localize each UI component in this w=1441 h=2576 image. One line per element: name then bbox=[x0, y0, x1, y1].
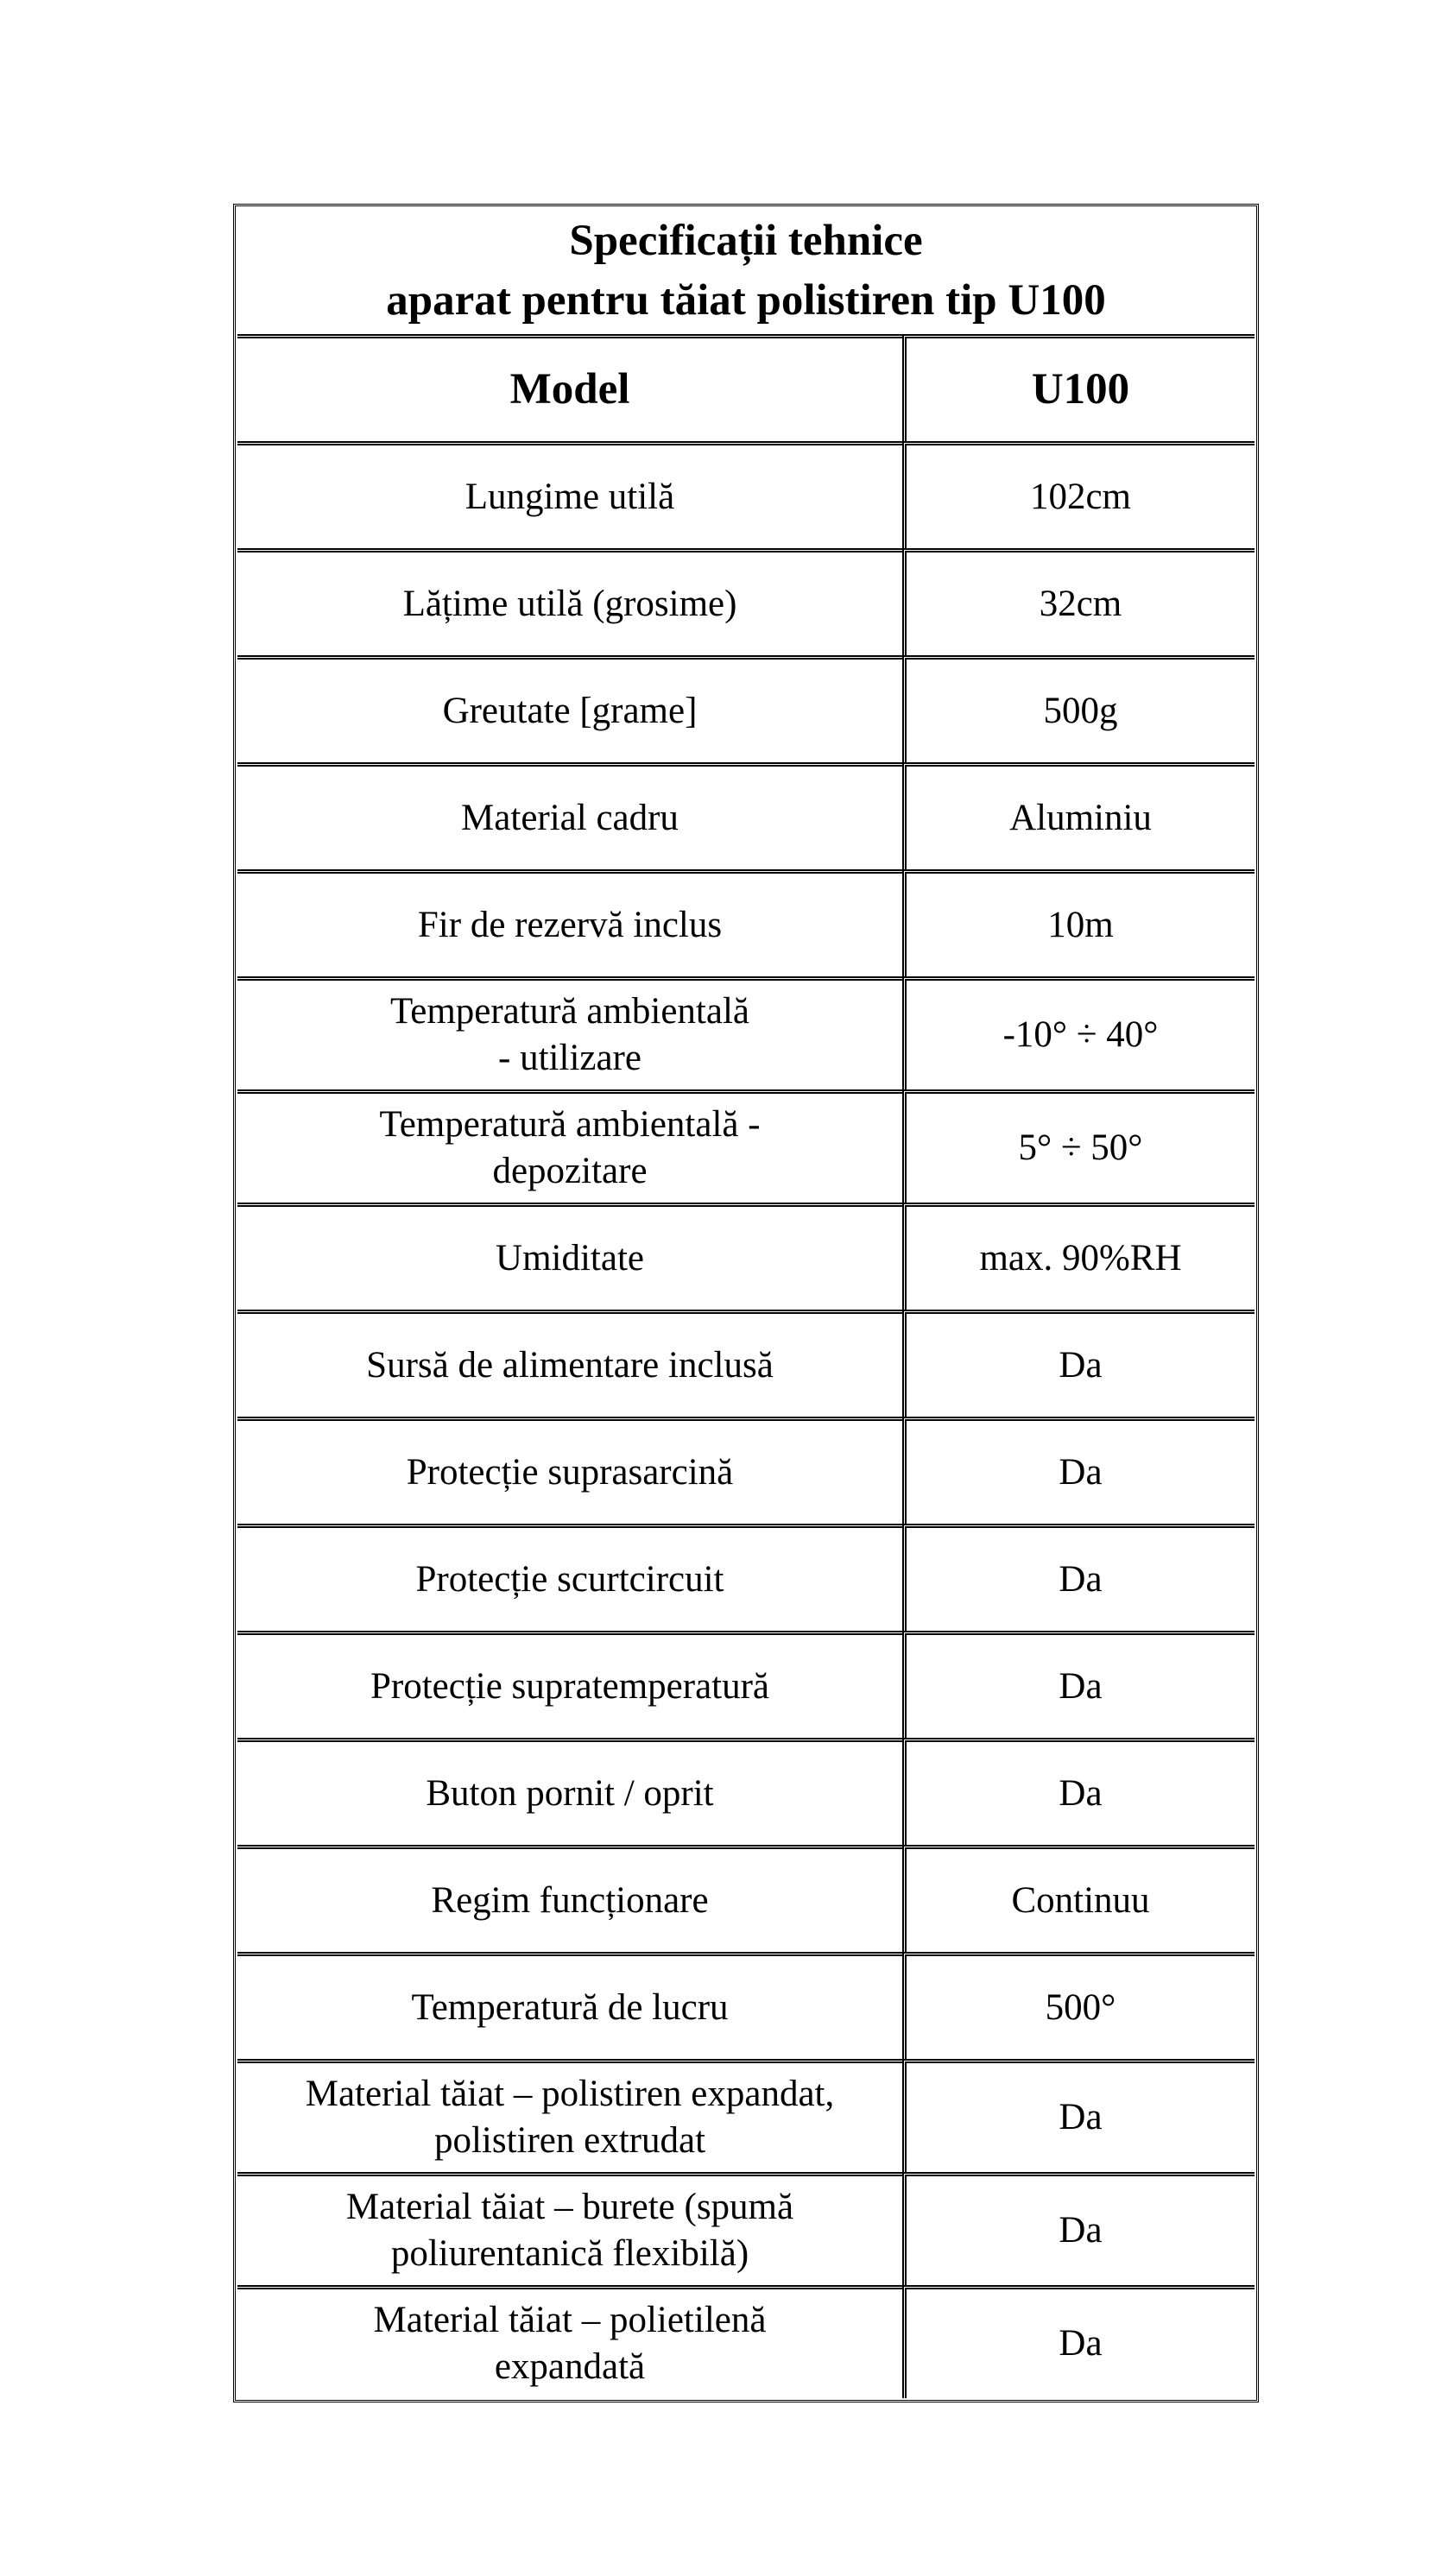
spec-value: Da bbox=[902, 1738, 1255, 1845]
spec-label bbox=[237, 1631, 902, 1738]
table-row bbox=[237, 762, 1255, 869]
spec-label-line: polistiren extrudat bbox=[433, 2120, 706, 2161]
spec-label-line: Protecție scurtcircuit bbox=[415, 1558, 724, 1600]
table-row bbox=[237, 1417, 1255, 1524]
spec-label bbox=[237, 655, 902, 762]
table-row bbox=[237, 1203, 1255, 1310]
header-row bbox=[237, 334, 1255, 441]
table-title bbox=[237, 208, 1255, 334]
spec-label bbox=[237, 2285, 902, 2398]
spec-value: Da bbox=[902, 2285, 1255, 2398]
spec-table bbox=[237, 208, 1255, 2398]
spec-label bbox=[237, 441, 902, 548]
spec-label bbox=[237, 1952, 902, 2059]
spec-label bbox=[237, 1417, 902, 1524]
spec-label bbox=[237, 976, 902, 1089]
spec-label-line: Fir de rezervă inclus bbox=[417, 904, 723, 945]
spec-label bbox=[237, 2059, 902, 2172]
spec-value: Da bbox=[902, 1310, 1255, 1417]
spec-label bbox=[237, 762, 902, 869]
table-row bbox=[237, 976, 1255, 1089]
table-row bbox=[237, 655, 1255, 762]
spec-label bbox=[237, 1310, 902, 1417]
spec-label-line: - utilizare bbox=[498, 1038, 641, 1078]
spec-label-line: Material cadru bbox=[461, 797, 679, 838]
table-row bbox=[237, 548, 1255, 655]
table-row bbox=[237, 1089, 1255, 1203]
spec-label-line: Temperatură de lucru bbox=[411, 1986, 729, 2028]
table-row bbox=[237, 1524, 1255, 1631]
spec-label-line: Material tăiat – burete (spumă bbox=[345, 2187, 794, 2228]
spec-label-line: Buton pornit / oprit bbox=[426, 1772, 714, 1814]
spec-value: Da bbox=[902, 1524, 1255, 1631]
spec-label bbox=[237, 2172, 902, 2285]
table-row bbox=[237, 1631, 1255, 1738]
table-row bbox=[237, 2059, 1255, 2172]
spec-value: max. 90%RH bbox=[902, 1203, 1255, 1310]
spec-label bbox=[237, 548, 902, 655]
spec-value: 5° ÷ 50° bbox=[902, 1089, 1255, 1203]
spec-label-line: Lungime utilă bbox=[465, 476, 675, 517]
spec-label-line: Regim funcționare bbox=[431, 1879, 709, 1921]
spec-value: 500g bbox=[902, 655, 1255, 762]
table-row bbox=[237, 869, 1255, 976]
table-row bbox=[237, 2172, 1255, 2285]
spec-value: 32cm bbox=[902, 548, 1255, 655]
spec-value: Aluminiu bbox=[902, 762, 1255, 869]
spec-label-line: Material tăiat – polietilenă bbox=[373, 2300, 767, 2341]
spec-label-line: depozitare bbox=[492, 1151, 648, 1191]
spec-label-line: Protecție suprasarcină bbox=[406, 1451, 734, 1493]
spec-label-line: Protecție supratemperatură bbox=[370, 1665, 770, 1707]
table-row bbox=[237, 1952, 1255, 2059]
spec-value: 500° bbox=[902, 1952, 1255, 2059]
spec-label bbox=[237, 1738, 902, 1845]
spec-label-line: expandată bbox=[494, 2346, 646, 2387]
spec-label-line: Umiditate bbox=[496, 1237, 644, 1279]
spec-label-line: poliurentanică flexibilă) bbox=[390, 2233, 749, 2274]
spec-value: 10m bbox=[902, 869, 1255, 976]
spec-label bbox=[237, 1524, 902, 1631]
table-row bbox=[237, 2285, 1255, 2398]
spec-label-line: Sursă de alimentare inclusă bbox=[366, 1344, 774, 1386]
table-title-line-2: aparat pentru tăiat polistiren tip U100 bbox=[386, 276, 1106, 325]
table-row bbox=[237, 1310, 1255, 1417]
header-label: Model bbox=[237, 334, 902, 441]
spec-value: Da bbox=[902, 2059, 1255, 2172]
spec-label bbox=[237, 1203, 902, 1310]
table-row bbox=[237, 441, 1255, 548]
spec-value: Continuu bbox=[902, 1845, 1255, 1952]
spec-label bbox=[237, 869, 902, 976]
spec-table-frame bbox=[233, 204, 1259, 2402]
table-row bbox=[237, 1845, 1255, 1952]
spec-value: Da bbox=[902, 1631, 1255, 1738]
spec-label-line: Temperatură ambientală - bbox=[379, 1104, 761, 1146]
header-value: U100 bbox=[902, 334, 1255, 441]
spec-label-line: Temperatură ambientală bbox=[389, 991, 750, 1032]
table-row bbox=[237, 1738, 1255, 1845]
spec-label bbox=[237, 1845, 902, 1952]
spec-value: Da bbox=[902, 2172, 1255, 2285]
spec-value: 102cm bbox=[902, 441, 1255, 548]
spec-value: Da bbox=[902, 1417, 1255, 1524]
spec-label-line: Material tăiat – polistiren expandat, bbox=[305, 2074, 835, 2115]
table-title-line-1: Specificații tehnice bbox=[569, 217, 923, 266]
spec-value: -10° ÷ 40° bbox=[902, 976, 1255, 1089]
title-row bbox=[237, 208, 1255, 334]
spec-label bbox=[237, 1089, 902, 1203]
spec-label-line: Lățime utilă (grosime) bbox=[402, 583, 737, 624]
spec-label-line: Greutate [grame] bbox=[442, 690, 698, 731]
